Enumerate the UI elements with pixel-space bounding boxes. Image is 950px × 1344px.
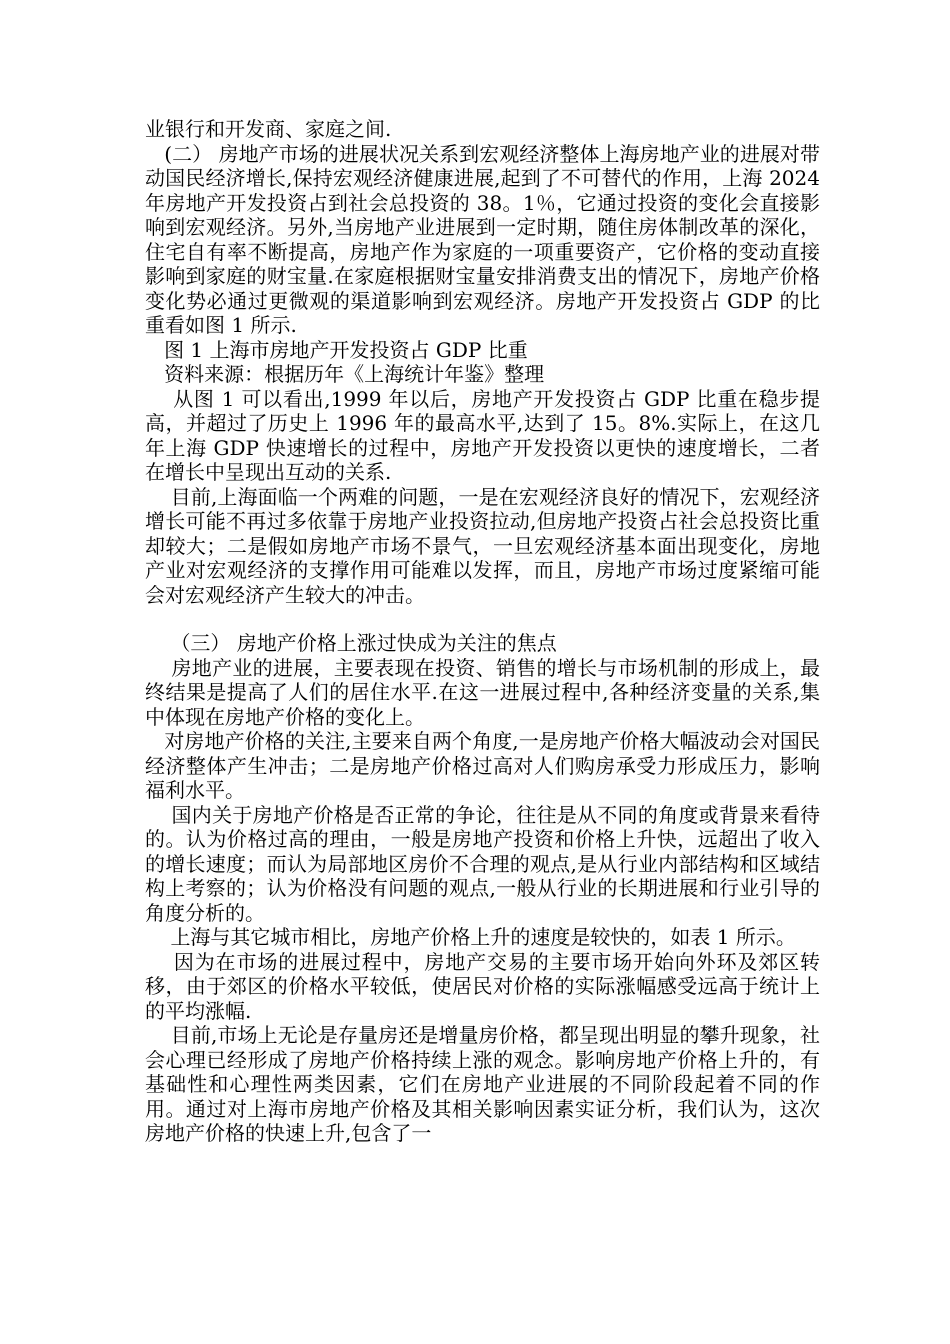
paragraph-price-debate: 国内关于房地产价格是否正常的争论，往往是从不同的角度或背景来看待的。认为价格过高的理由，一般是房地产投资和价格上升快，远超出了收入的增长速度；而认为局部地区房价不合理的观点,是从行业内部结构和区域结构上考察的；认为价格没有问题的观点,一般从行业的长期进展和行业引导的角度分析的。: [145, 802, 821, 925]
paragraph-city-comparison: 上海与其它城市相比，房地产价格上升的速度是较快的，如表 1 所示。: [145, 925, 796, 949]
paragraph-current-market: 目前,市场上无论是存量房还是增量房价格，都呈现出明显的攀升现象，社会心理已经形成了房地产价格持续上涨的观念。影响房地产价格上升的，有基础性和心理性两类因素，它们在房地产业进展的不同阶段起着不同的作用。通过对上海市房地产价格及其相关影响因素实证分析，我们认为，这次房地产价格的快速上升,包含了一: [145, 1023, 821, 1145]
paragraph-suburb-shift: 因为在市场的进展过程中，房地产交易的主要市场开始向外环及郊区转移，由于郊区的价格水平较低，使居民对价格的实际涨幅感受远高于统计上的平均涨幅.: [145, 949, 821, 1023]
figure-source: 资料来源：根据历年《上海统计年鉴》整理: [145, 362, 545, 386]
paragraph-development: 房地产业的进展，主要表现在投资、销售的增长与市场机制的形成上，最终结果是提高了人们的居住水平.在这一进展过程中,各种经济变量的关系,集中体现在房地产价格的变化上。: [145, 655, 821, 729]
paragraph-gap: [145, 607, 820, 631]
paragraph-section-two: (二） 房地产市场的进展状况关系到宏观经济整体上海房地产业的进展对带动国民经济增长,保持宏观经济健康进展,起到了不可替代的作用，上海 2024 年房地产开发投资占到社会总投资的 38。1％，它通过投资的变化会直接影响到宏观经济。另外,当房地产业进展到一定时期，随住房体制改革的深化，住宅自有率不断提高，房地产作为家庭的一项重要资产，它价格的变动直接影响到家庭的财宝量.在家庭根据财宝量安排消费支出的情况下，房地产价格变化势必通过更微观的渠道影响到宏观经济。房地产开发投资占 GDP 的比重看如图 1 所示.: [145, 141, 827, 337]
paragraph-figure-analysis: 从图 1 可以看出,1999 年以后，房地产开发投资占 GDP 比重在稳步提高，并超过了历史上 1996 年的最高水平,达到了 15。8%.实际上，在这几年上海 GDP 快速增长的过程中，房地产开发投资以更快的速度增长，二者在增长中呈现出互动的关系.: [145, 386, 820, 484]
paragraph-dilemma: 目前,上海面临一个两难的问题，一是在宏观经济良好的情况下，宏观经济增长可能不再过多依靠于房地产业投资拉动,但房地产投资占社会总投资比重却较大；二是假如房地产市场不景气，一旦宏观经济基本面出现变化，房地产业对宏观经济的支撑作用可能难以发挥，而且，房地产市场过度紧缩可能会对宏观经济产生较大的冲击。: [145, 484, 821, 607]
paragraph-price-concern: 对房地产价格的关注,主要来自两个角度,一是房地产价格大幅波动会对国民经济整体产生冲击；二是房地产价格过高对人们购房承受力形成压力，影响福利水平。: [145, 729, 820, 802]
section-three-heading: （三） 房地产价格上涨过快成为关注的焦点: [145, 631, 557, 655]
document-body: [145, 117, 827, 1146]
paragraph-continuation: 业银行和开发商、家庭之间.: [145, 117, 392, 141]
figure-caption: 图 1 上海市房地产开发投资占 GDP 比重: [145, 337, 528, 362]
